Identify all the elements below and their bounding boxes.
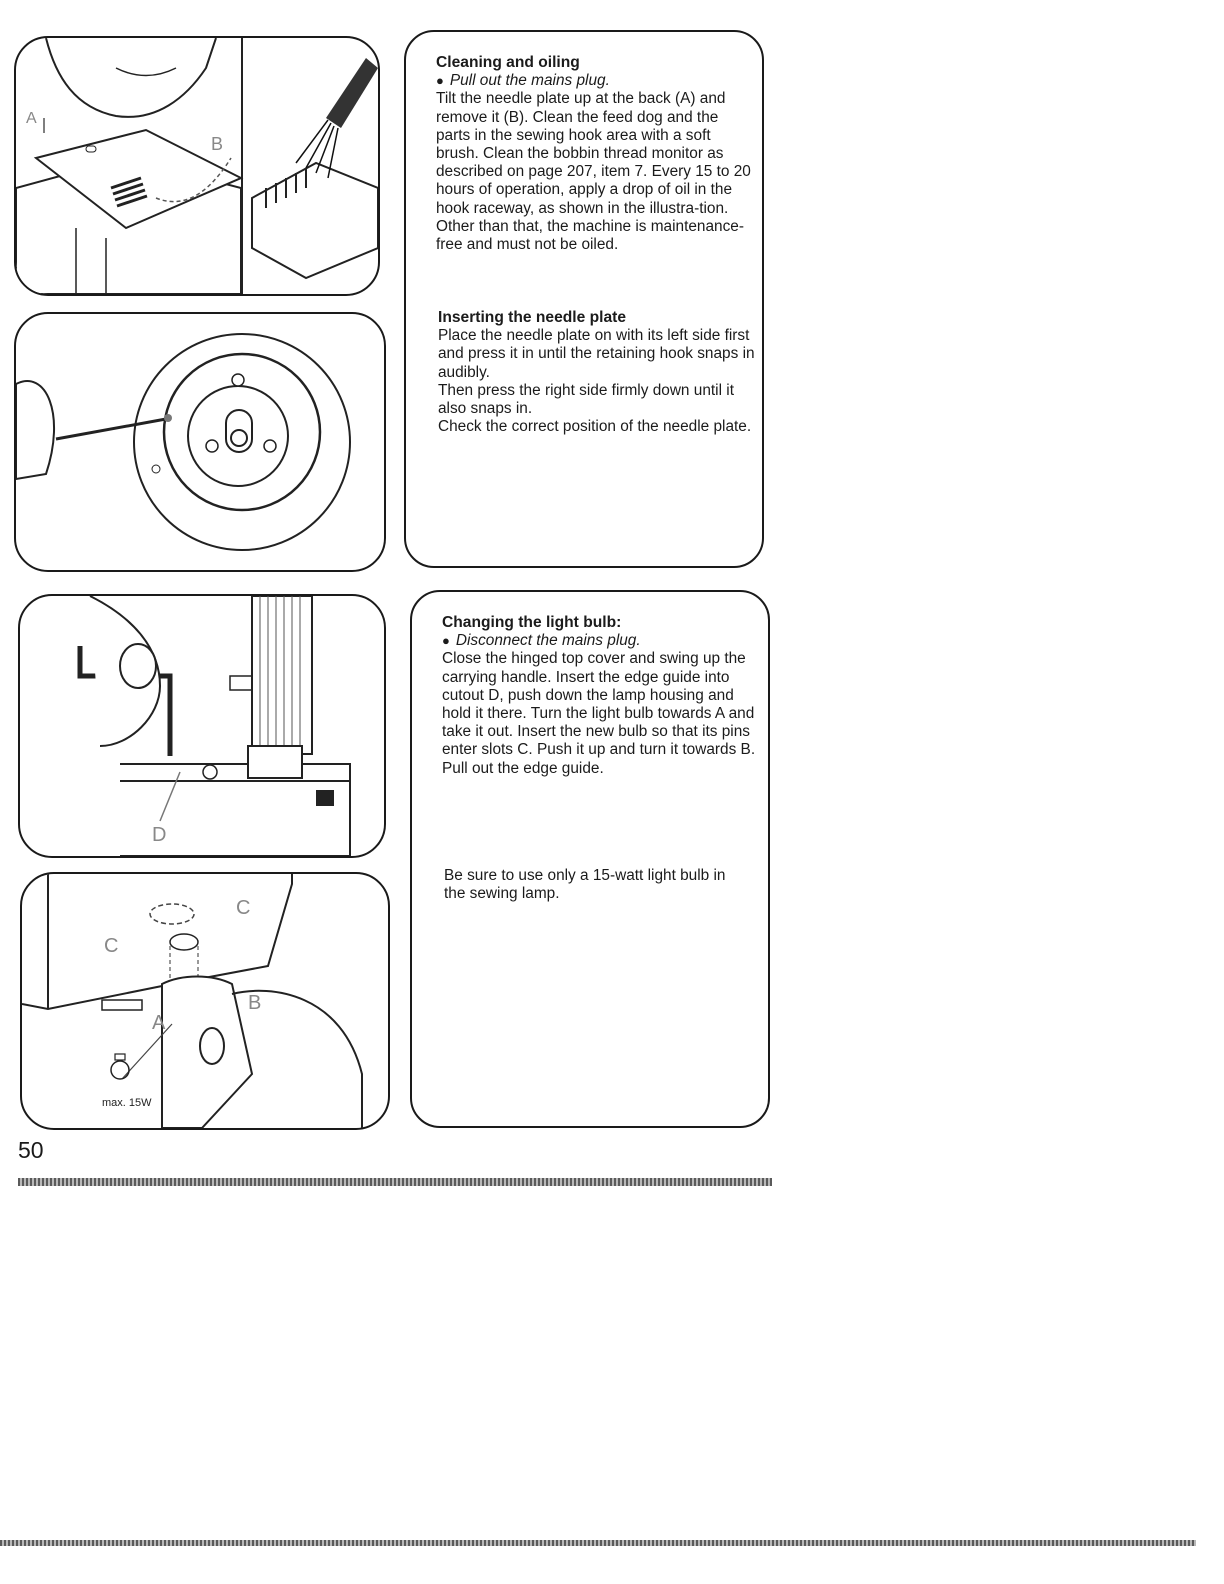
light-bulb-bullet: ● Disconnect the mains plug.: [442, 632, 641, 650]
lamp-housing-drawing: [20, 596, 384, 856]
page-number: 50: [18, 1137, 44, 1163]
needle-plate-line: Place the needle plate on with its left side first and press it in until the retaining hook snaps in audibly.: [438, 327, 755, 381]
cleaning-body: Tilt the needle plate up at the back (A) and remove it (B). Clean the feed dog and the parts in the sewing hook area with a soft brush. Clean the bobbin thread monitor as described on page 207, item 7. Every 15 to 20 hours of operation, apply a drop of oil in the hook raceway, as shown in the illustra-tion. Other than that, the machine is maintenance-free and must not be oiled.: [436, 90, 751, 254]
scan-edge-rule: [18, 1178, 772, 1186]
label-c-top: C: [236, 897, 251, 919]
light-bulb-note: [444, 867, 744, 903]
cleaning-title: Cleaning and oiling: [436, 54, 580, 71]
hook-raceway-drawing: [16, 314, 384, 570]
label-a: A: [152, 1012, 166, 1034]
light-bulb-note-text: Be sure to use only a 15-watt light bulb in the sewing lamp.: [444, 867, 726, 903]
label-b: B: [211, 134, 224, 154]
wattage-label: max. 15W: [102, 1097, 152, 1109]
label-c-left: C: [104, 935, 119, 957]
illustration-lamp-housing: [18, 594, 386, 858]
illustration-needle-plate-removal: [14, 36, 380, 296]
light-bulb-body: Close the hinged top cover and swing up the carrying handle. Insert the edge guide into cutout D, push down the lamp housing and hold it there. Turn the light bulb towards A and take it out. Insert the new bulb so that its pins enter slots C. Push it up and turn it towards B. Pull out the edge guide.: [442, 650, 756, 777]
light-bulb-section: [442, 614, 762, 778]
needle-plate-section: [438, 309, 758, 436]
light-bulb-title: Changing the light bulb:: [442, 614, 622, 631]
scan-bottom-rule: [0, 1540, 1196, 1546]
needle-plate-line: Check the correct position of the needle plate.: [438, 418, 752, 436]
label-a: A: [26, 110, 37, 127]
bulb-change-drawing: [22, 874, 388, 1128]
cleaning-bullet: ● Pull out the mains plug.: [436, 72, 610, 90]
needle-plate-title: Inserting the needle plate: [438, 309, 627, 326]
illustration-hook-oiling: [14, 312, 386, 572]
illustration-bulb-change: [20, 872, 390, 1130]
needle-plate-drawing: [16, 38, 378, 294]
label-d: D: [152, 824, 167, 846]
needle-plate-line: Then press the right side firmly down until it also snaps in.: [438, 381, 734, 418]
cleaning-section: [436, 54, 756, 254]
label-b: B: [248, 992, 262, 1014]
